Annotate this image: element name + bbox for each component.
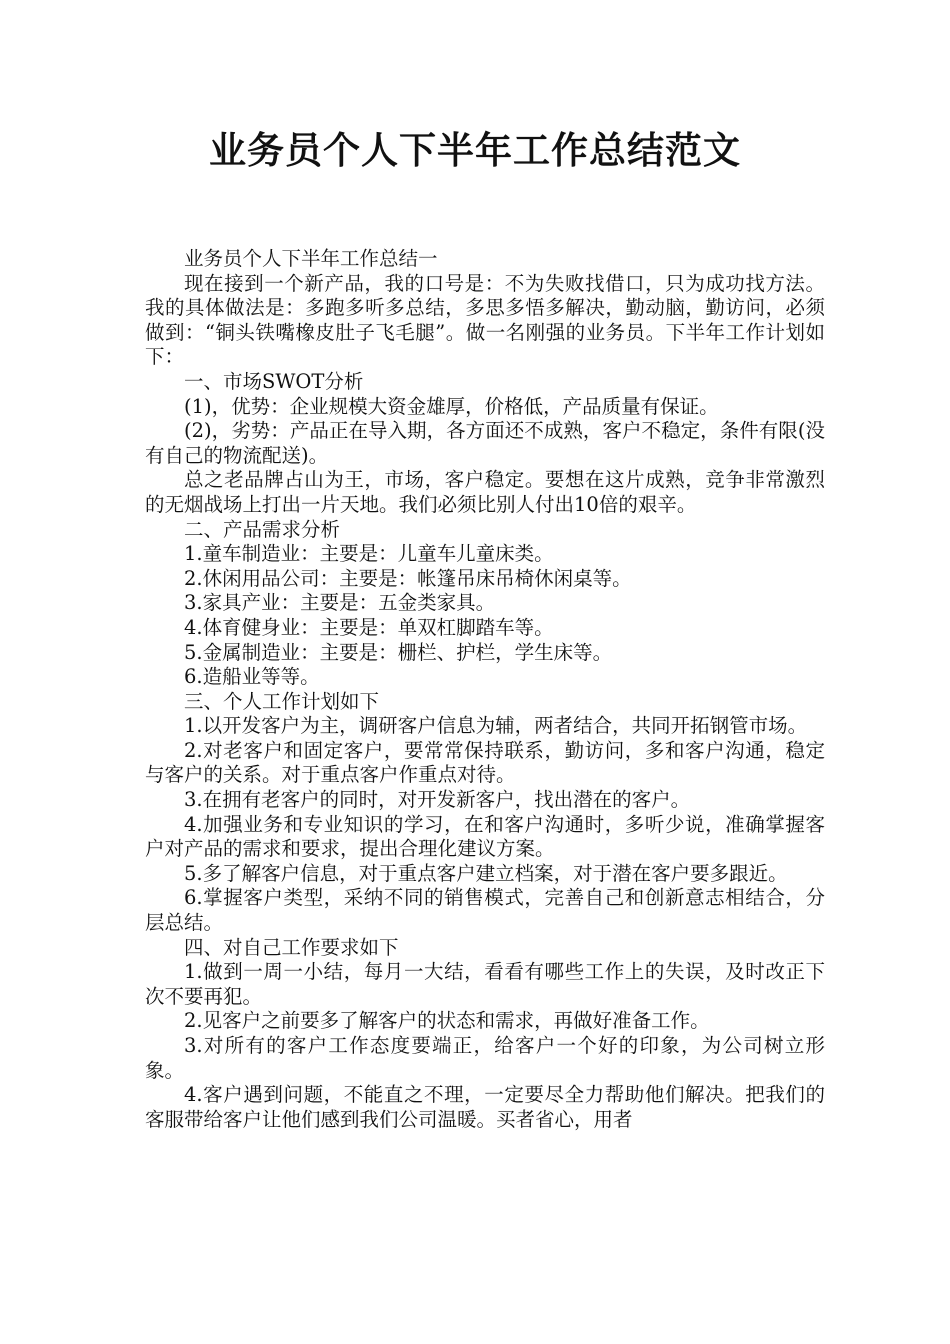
section-heading: 一、市场SWOT分析 [184,369,364,393]
list-item: 3.家具产业：主要是：五金类家具。 [184,591,496,615]
list-item: 2.见客户之前要多了解客户的状态和需求，再做好准备工作。 [184,1009,710,1033]
paragraph: (1)，优势：企业规模大资金雄厚，价格低，产品质量有保证。 [184,394,719,418]
section-heading: 三、个人工作计划如下 [184,689,380,713]
list-item: 3.在拥有老客户的同时，对开发新客户，找出潜在的客户。 [184,788,691,812]
list-item: 1.以开发客户为主，调研客户信息为辅，两者结合，共同开拓钢管市场。 [184,714,808,738]
list-item: 6.造船业等等。 [184,665,320,689]
section-heading: 二、产品需求分析 [184,517,341,541]
document-title: 业务员个人下半年工作总结范文 [209,129,741,172]
paragraph: 总之老品牌占山为王，市场，客户稳定。要想在这片成熟，竞争非常激烈的无烟战场上打出一片天地。我们必须比别人付出10倍的艰辛。 [145,468,825,516]
list-item: 1.童车制造业：主要是：儿童车儿童床类。 [184,542,554,566]
paragraph: (2)，劣势：产品正在导入期，各方面还不成熟，客户不稳定，条件有限(没有自己的物流配送)。 [145,419,825,467]
list-item: 4.客户遇到问题，不能直之不理，一定要尽全力帮助他们解决。把我们的客服带给客户让他们感到我们公司温暖。买者省心，用者 [145,1083,825,1131]
list-item: 2.对老客户和固定客户，要常常保持联系，勤访问，多和客户沟通，稳定与客户的关系。对于重点客户作重点对待。 [145,738,825,787]
list-item: 2.休闲用品公司：主要是：帐篷吊床吊椅休闲桌等。 [184,566,632,590]
section-heading: 业务员个人下半年工作总结一 [184,247,438,270]
document-body [145,247,825,1132]
list-item: 4.体育健身业：主要是：单双杠脚踏车等。 [184,615,554,639]
paragraph: 现在接到一个新产品，我的口号是：不为失败找借口，只为成功找方法。我的具体做法是：多跑多听多总结，多思多悟多解决，勤动脑，勤访问，必须做到：“铜头铁嘴橡皮肚子飞毛腿”。做一名刚强的业务员。下半年工作计划如下： [145,271,825,369]
list-item: 4.加强业务和专业知识的学习，在和客户沟通时，多听少说，准确掌握客户对产品的需求和要求，提出合理化建议方案。 [145,812,825,861]
list-item: 5.多了解客户信息，对于重点客户建立档案，对于潜在客户要多跟近。 [184,861,788,885]
section-heading: 四、对自己工作要求如下 [184,935,399,959]
list-item: 1.做到一周一小结，每月一大结，看看有哪些工作上的失误，及时改正下次不要再犯。 [145,960,825,1008]
list-item: 5.金属制造业：主要是：栅栏、护栏，学生床等。 [184,640,613,664]
list-item: 3.对所有的客户工作态度要端正，给客户一个好的印象，为公司树立形象。 [145,1034,825,1082]
list-item: 6.掌握客户类型，采纳不同的销售模式，完善自己和创新意志相结合，分层总结。 [145,886,825,935]
